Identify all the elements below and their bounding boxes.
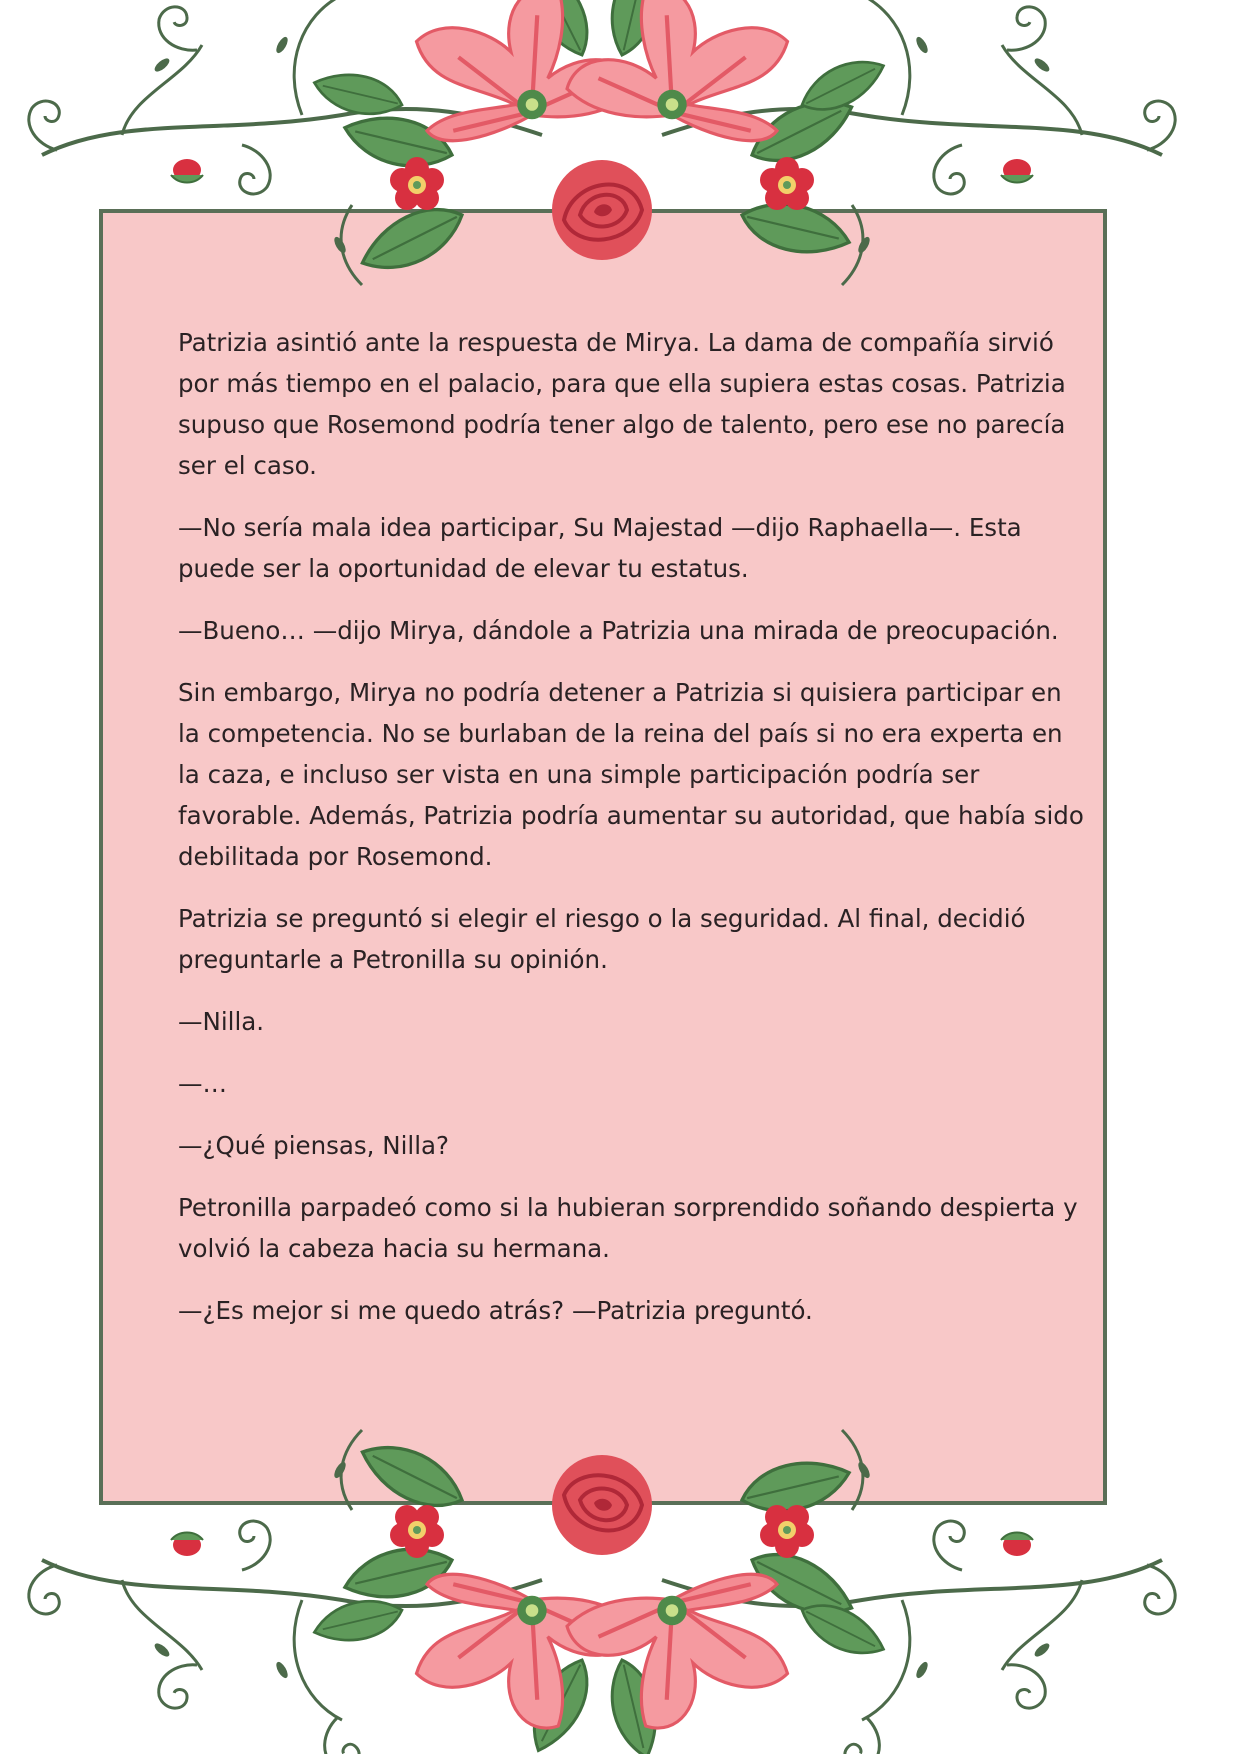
paragraph: —No sería mala idea participar, Su Majestad —dijo Raphaella—. Esta puede ser la oportunidad de elevar tu estatus.: [178, 513, 1022, 583]
paragraph: Sin embargo, Mirya no podría detener a Patrizia si quisiera participar en la competencia. No se burlaban de la reina del país si no era experta en la caza, e incluso ser vista en una simple participación podría ser favorable. Además, Patrizia podría aumentar su autoridad, que había sido debilitada por Rosemond.: [178, 678, 1084, 871]
paragraph: —Nilla.: [178, 1007, 265, 1036]
body-text: [178, 322, 1088, 1352]
paragraph: —¿Qué piensas, Nilla?: [178, 1131, 450, 1160]
paragraph: Patrizia asintió ante la respuesta de Mirya. La dama de compañía sirvió por más tiempo en el palacio, para que ella supiera estas cosas. Patrizia supuso que Rosemond podría tener algo de talento, pero ese no parecía ser el caso.: [178, 328, 1066, 480]
paragraph: —Bueno… —dijo Mirya, dándole a Patrizia una mirada de preocupación.: [178, 616, 1059, 645]
paragraph: —…: [178, 1069, 227, 1098]
paragraph: Patrizia se preguntó si elegir el riesgo o la seguridad. Al final, decidió preguntarle a Petronilla su opinión.: [178, 904, 1026, 974]
paragraph: —¿Es mejor si me quedo atrás? —Patrizia preguntó.: [178, 1296, 813, 1325]
paragraph: Petronilla parpadeó como si la hubieran sorprendido soñando despierta y volvió la cabeza hacia su hermana.: [178, 1193, 1078, 1263]
